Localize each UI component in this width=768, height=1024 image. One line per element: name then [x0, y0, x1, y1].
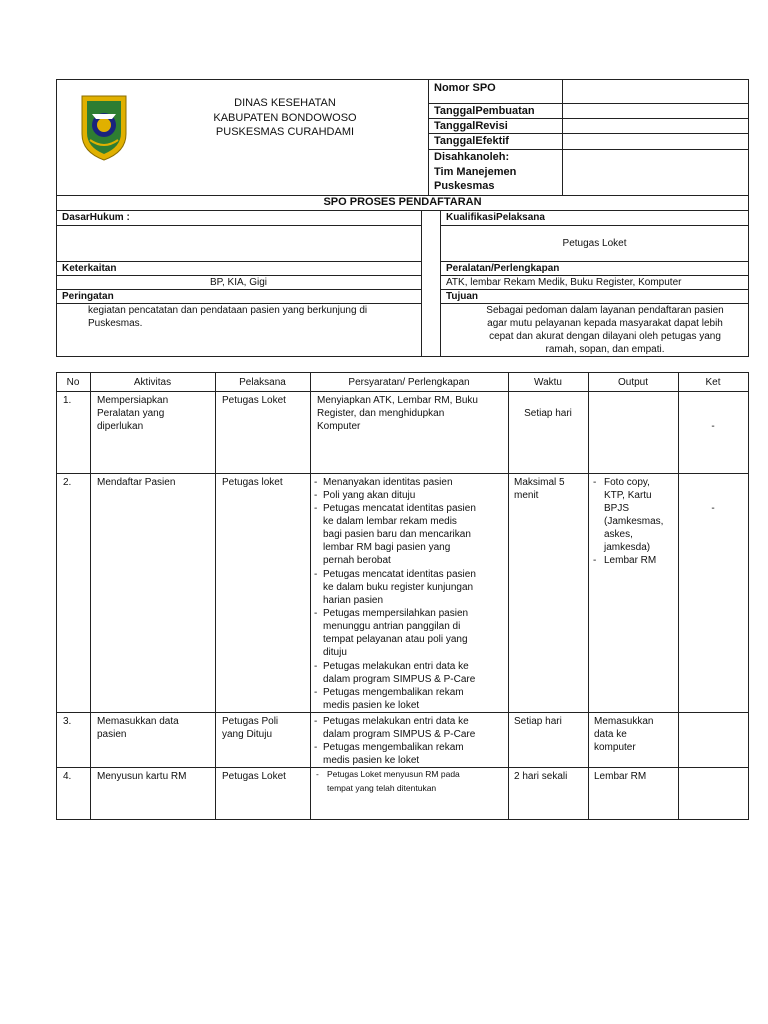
list-item-cont: medis pasien ke loket	[323, 755, 420, 766]
tanggal-efektif-label: TanggalEfektif	[434, 135, 509, 147]
row-persyaratan: Komputer	[317, 421, 361, 432]
row-aktivitas: Mendaftar Pasien	[97, 477, 176, 488]
list-item-cont: medis pasien ke loket	[323, 700, 420, 711]
keterkaitan-value: BP, KIA, Gigi	[209, 277, 268, 288]
row-pelaksana: Petugas Loket	[222, 771, 286, 782]
tujuan-text-2: agar mutu pelayanan kepada masyarakat dapat lebih	[487, 318, 723, 329]
tujuan-label: Tujuan	[446, 291, 479, 302]
col-header-output: Output	[617, 377, 649, 388]
page-title: SPO PROSES PENDAFTARAN	[323, 196, 482, 208]
list-item-cont: bagi pasien baru dan mencarikan	[323, 529, 471, 540]
list-item-cont: dalam program SIMPUS & P-Care	[323, 729, 476, 740]
row-ket: -	[711, 503, 715, 514]
org-line-3: PUSKESMAS CURAHDAMI	[215, 126, 355, 138]
row-pelaksana: Petugas Poli	[222, 716, 279, 727]
peringatan-label: Peringatan	[62, 291, 114, 302]
puskesmas-logo	[78, 92, 130, 162]
kualifikasi-value: Petugas Loket	[562, 238, 627, 249]
row-output: data ke	[594, 729, 627, 740]
row-no: 1.	[63, 395, 72, 406]
col-header-persyaratan: Persyaratan/ Perlengkapan	[348, 377, 470, 388]
row-aktivitas: Peralatan yang	[97, 408, 165, 419]
row-output: Lembar RM	[594, 771, 647, 782]
row-aktivitas: Menyusun kartu RM	[97, 771, 187, 782]
tujuan-text-3: cepat dan akurat dengan dilayani oleh petugas yang	[489, 331, 721, 342]
peralatan-label: Peralatan/Perlengkapan	[446, 263, 560, 274]
disahkan-label: Disahkanoleh:	[434, 151, 510, 163]
list-item-cont: jamkesda)	[604, 542, 651, 553]
tanggal-pembuatan-label: TanggalPembuatan	[434, 105, 535, 117]
row-waktu: menit	[514, 490, 539, 501]
list-item-cont: askes,	[604, 529, 633, 540]
org-line-1: DINAS KESEHATAN	[234, 97, 336, 109]
col-header-pelaksana: Pelaksana	[239, 377, 286, 388]
row-pelaksana: Petugas Loket	[222, 395, 286, 406]
disahkan-puskesmas: Puskesmas	[434, 180, 495, 192]
row-aktivitas: Memasukkan data	[97, 716, 179, 727]
row-pelaksana: Petugas loket	[222, 477, 283, 488]
row-aktivitas: diperlukan	[97, 421, 144, 432]
list-item-cont: (Jamkesmas,	[604, 516, 664, 527]
tujuan-text-1: Sebagai pedoman dalam layanan pendaftaran pasien	[486, 305, 724, 316]
nomor-spo-label: Nomor SPO	[434, 82, 496, 94]
row-waktu: Setiap hari	[514, 716, 562, 727]
list-item-cont: lembar RM bagi pasien yang	[323, 542, 451, 553]
list-item-cont: harian pasien	[323, 595, 384, 606]
kualifikasi-label: KualifikasiPelaksana	[446, 212, 545, 223]
list-item-cont: BPJS	[604, 503, 630, 514]
row-aktivitas: pasien	[97, 729, 127, 740]
peringatan-text-1: kegiatan pencatatan dan pendataan pasien yang berkunjung di	[88, 305, 368, 316]
list-item-cont: dalam program SIMPUS & P-Care	[323, 674, 476, 685]
peringatan-text-2: Puskesmas.	[88, 318, 143, 329]
row-output: komputer	[594, 742, 636, 753]
row-waktu: Setiap hari	[524, 408, 572, 419]
col-header-aktivitas: Aktivitas	[133, 377, 172, 388]
list-item-cont: tempat yang telah ditentukan	[327, 783, 437, 793]
list-item-cont: dituju	[323, 647, 347, 658]
col-header-ket: Ket	[705, 377, 721, 388]
row-pelaksana: yang Dituju	[222, 729, 273, 740]
disahkan-tim: Tim Manejemen	[434, 166, 517, 178]
col-header-no: No	[66, 377, 80, 388]
row-no: 4.	[63, 771, 72, 782]
row-output: Memasukkan	[594, 716, 654, 727]
org-line-2: KABUPATEN BONDOWOSO	[213, 112, 357, 124]
row-waktu: Maksimal 5	[514, 477, 565, 488]
list-item-cont: KTP, Kartu	[604, 490, 652, 501]
list-item-cont: ke dalam buku register kunjungan	[323, 582, 474, 593]
row-persyaratan: Menyiapkan ATK, Lembar RM, Buku	[317, 395, 478, 406]
row-no: 2.	[63, 477, 72, 488]
list-item-cont: menunggu antrian panggilan di	[323, 621, 461, 632]
row-waktu: 2 hari sekali	[514, 771, 568, 782]
keterkaitan-label: Keterkaitan	[62, 263, 117, 274]
peralatan-value: ATK, lembar Rekam Medik, Buku Register, Komputer	[446, 277, 682, 288]
row-no: 3.	[63, 716, 72, 727]
list-item-cont: tempat pelayanan atau poli yang	[323, 634, 468, 645]
row-ket: -	[711, 421, 715, 432]
dasar-hukum-label: DasarHukum :	[62, 212, 130, 223]
tanggal-revisi-label: TanggalRevisi	[434, 120, 508, 132]
row-persyaratan: Register, dan menghidupkan	[317, 408, 445, 419]
row-aktivitas: Mempersiapkan	[97, 395, 169, 406]
list-item-cont: pernah berobat	[323, 555, 391, 566]
col-header-waktu: Waktu	[534, 377, 562, 388]
tujuan-text-4: ramah, sopan, dan empati.	[545, 344, 665, 355]
list-item-cont: ke dalam lembar rekam medis	[323, 516, 457, 527]
